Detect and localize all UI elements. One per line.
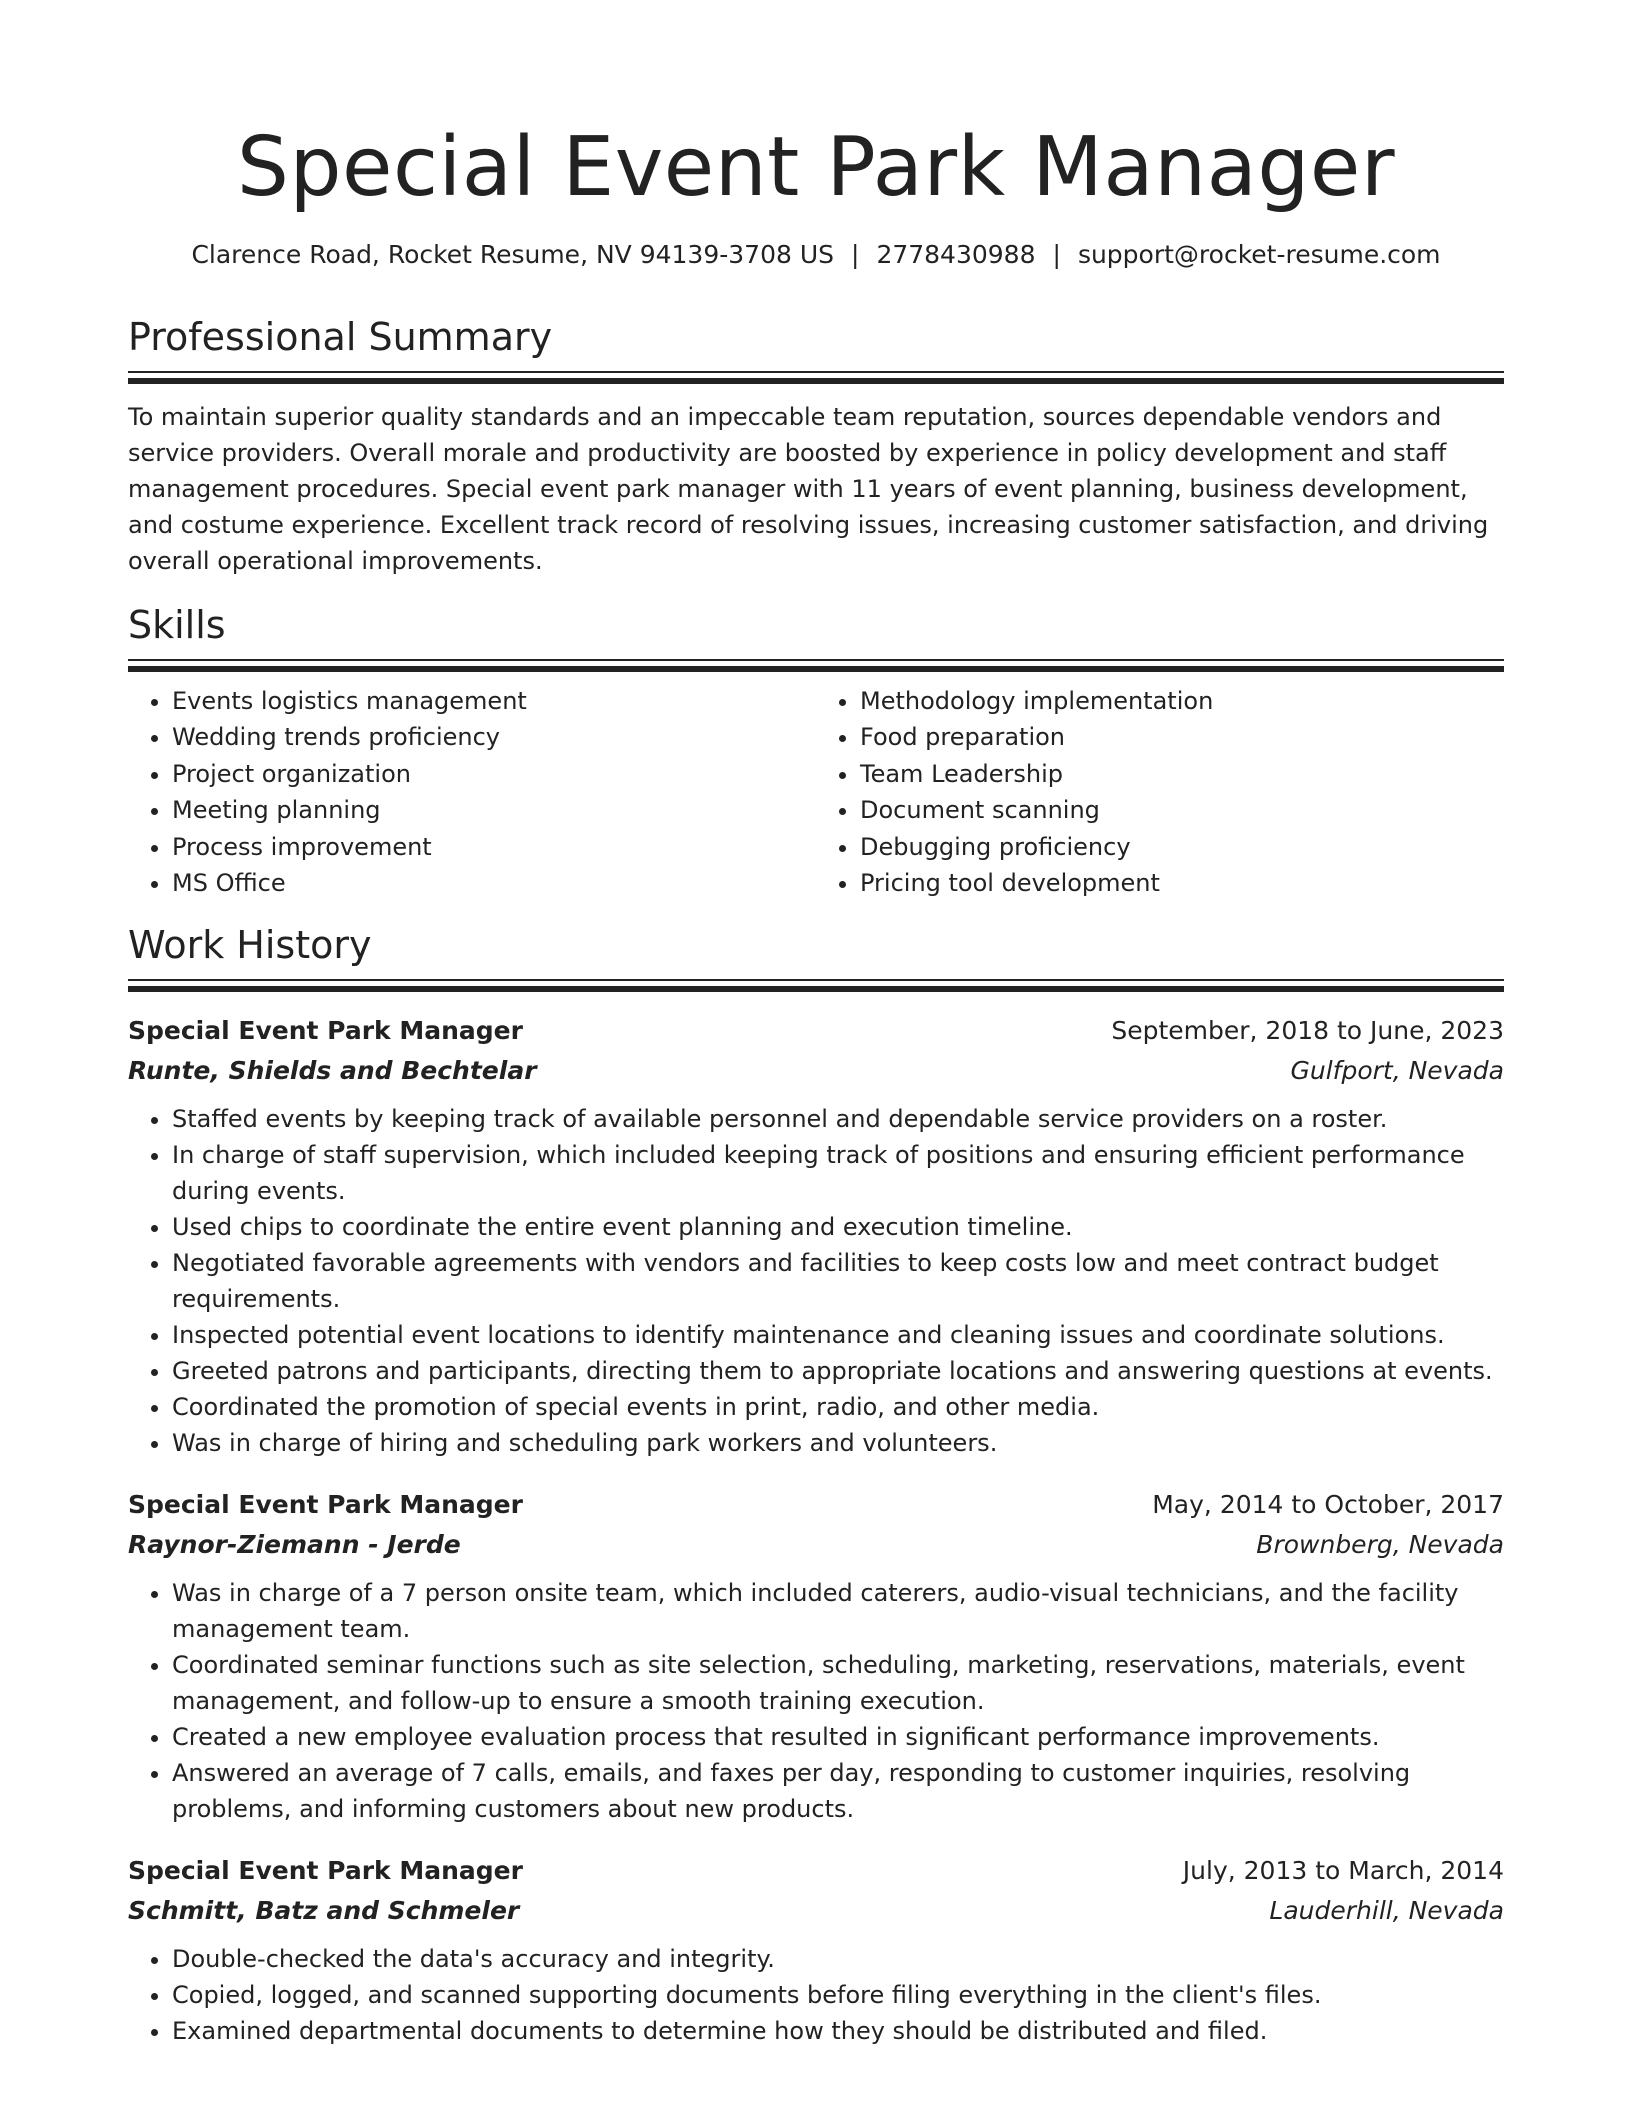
- job-header-row: [128, 1485, 1504, 1525]
- skill-item: • Food preparation: [860, 719, 1504, 755]
- job-duties: [128, 1101, 1504, 1461]
- section-divider: [128, 979, 1504, 993]
- duty-item: • Double-checked the data's accuracy and integrity.: [172, 1941, 1504, 1977]
- skill-item: • Meeting planning: [172, 792, 816, 828]
- job-title: Special Event Park Manager: [128, 1490, 523, 1520]
- job-dates: September, 2018 to June, 2023: [1111, 1016, 1504, 1046]
- skills-list: [128, 683, 1504, 901]
- skill-item: • Process improvement: [172, 829, 816, 865]
- contact-phone: 2778430988: [876, 240, 1036, 269]
- skill-item: • Methodology implementation: [860, 683, 1504, 719]
- duty-item: • Used chips to coordinate the entire event planning and execution timeline.: [172, 1209, 1504, 1245]
- job-company: Raynor-Ziemann - Jerde: [128, 1530, 461, 1560]
- skill-item: • Team Leadership: [860, 756, 1504, 792]
- skill-item: • MS Office: [172, 865, 816, 901]
- job-entry: [128, 1485, 1504, 1827]
- job-company: Schmitt, Batz and Schmeler: [128, 1896, 520, 1926]
- resume-page: [128, 0, 1504, 2049]
- skill-item: • Document scanning: [860, 792, 1504, 828]
- job-location: Gulfport, Nevada: [1290, 1056, 1504, 1086]
- duty-item: • Inspected potential event locations to identify maintenance and cleaning issues and coordinate solutions.: [172, 1317, 1504, 1353]
- job-dates: May, 2014 to October, 2017: [1152, 1490, 1504, 1520]
- job-dates: July, 2013 to March, 2014: [1182, 1856, 1504, 1886]
- job-employer-row: [128, 1525, 1504, 1565]
- job-title: Special Event Park Manager: [128, 1856, 523, 1886]
- contact-line: [128, 239, 1504, 271]
- skill-item: • Events logistics management: [172, 683, 816, 719]
- duty-item: • In charge of staff supervision, which included keeping track of positions and ensuring efficient performance during events.: [172, 1137, 1504, 1209]
- duty-item: • Created a new employee evaluation process that resulted in significant performance improvements.: [172, 1719, 1504, 1755]
- skill-item: • Pricing tool development: [860, 865, 1504, 901]
- skill-item: • Project organization: [172, 756, 816, 792]
- duty-item: • Examined departmental documents to determine how they should be distributed and filed.: [172, 2013, 1504, 2049]
- duty-item: • Was in charge of a 7 person onsite team, which included caterers, audio-visual technicians, and the facility management team.: [172, 1575, 1504, 1647]
- job-duties: [128, 1941, 1504, 2049]
- duty-item: • Staffed events by keeping track of available personnel and dependable service providers on a roster.: [172, 1101, 1504, 1137]
- skill-item: • Wedding trends proficiency: [172, 719, 816, 755]
- skill-item: • Debugging proficiency: [860, 829, 1504, 865]
- duty-item: • Copied, logged, and scanned supporting documents before filing everything in the client's files.: [172, 1977, 1504, 2013]
- duty-item: • Coordinated the promotion of special events in print, radio, and other media.: [172, 1389, 1504, 1425]
- job-header-row: [128, 1011, 1504, 1051]
- summary-text: To maintain superior quality standards and an impeccable team reputation, sources dependable vendors and service providers. Overall morale and productivity are boosted by experience in policy development and staff management procedures. Special event park manager with 11 years of event planning, business development, and costume experience. Excellent track record of resolving issues, increasing customer satisfaction, and driving overall operational improvements.: [128, 403, 1489, 575]
- job-title: Special Event Park Manager: [128, 1016, 523, 1046]
- job-company: Runte, Shields and Bechtelar: [128, 1056, 537, 1086]
- job-employer-row: [128, 1051, 1504, 1091]
- contact-address: Clarence Road, Rocket Resume, NV 94139-3708 US: [191, 240, 834, 269]
- section-divider: [128, 371, 1504, 385]
- contact-separator: |: [851, 240, 860, 269]
- contact-separator: |: [1052, 240, 1061, 269]
- contact-email[interactable]: support@rocket-resume.com: [1077, 240, 1441, 269]
- skills-column-right: [816, 683, 1504, 901]
- duty-item: • Greeted patrons and participants, directing them to appropriate locations and answering questions at events.: [172, 1353, 1504, 1389]
- skills-column-left: [128, 683, 816, 901]
- duty-item: • Coordinated seminar functions such as site selection, scheduling, marketing, reservations, materials, event management, and follow-up to ensure a smooth training execution.: [172, 1647, 1504, 1719]
- job-entry: [128, 1851, 1504, 2049]
- job-duties: [128, 1575, 1504, 1827]
- job-location: Brownberg, Nevada: [1256, 1530, 1504, 1560]
- duty-item: • Negotiated favorable agreements with vendors and facilities to keep costs low and meet contract budget requirements.: [172, 1245, 1504, 1317]
- section-divider: [128, 659, 1504, 673]
- resume-title: Special Event Park Manager: [236, 120, 1396, 215]
- duty-item: • Answered an average of 7 calls, emails, and faxes per day, responding to customer inquiries, resolving problems, and informing customers about new products.: [172, 1755, 1504, 1827]
- job-header-row: [128, 1851, 1504, 1891]
- job-entry: [128, 1011, 1504, 1461]
- summary-heading: Professional Summary: [128, 315, 553, 359]
- job-location: Lauderhill, Nevada: [1269, 1896, 1504, 1926]
- duty-item: • Was in charge of hiring and scheduling park workers and volunteers.: [172, 1425, 1504, 1461]
- job-employer-row: [128, 1891, 1504, 1931]
- work-history-heading: Work History: [128, 923, 372, 968]
- skills-heading: Skills: [128, 603, 226, 647]
